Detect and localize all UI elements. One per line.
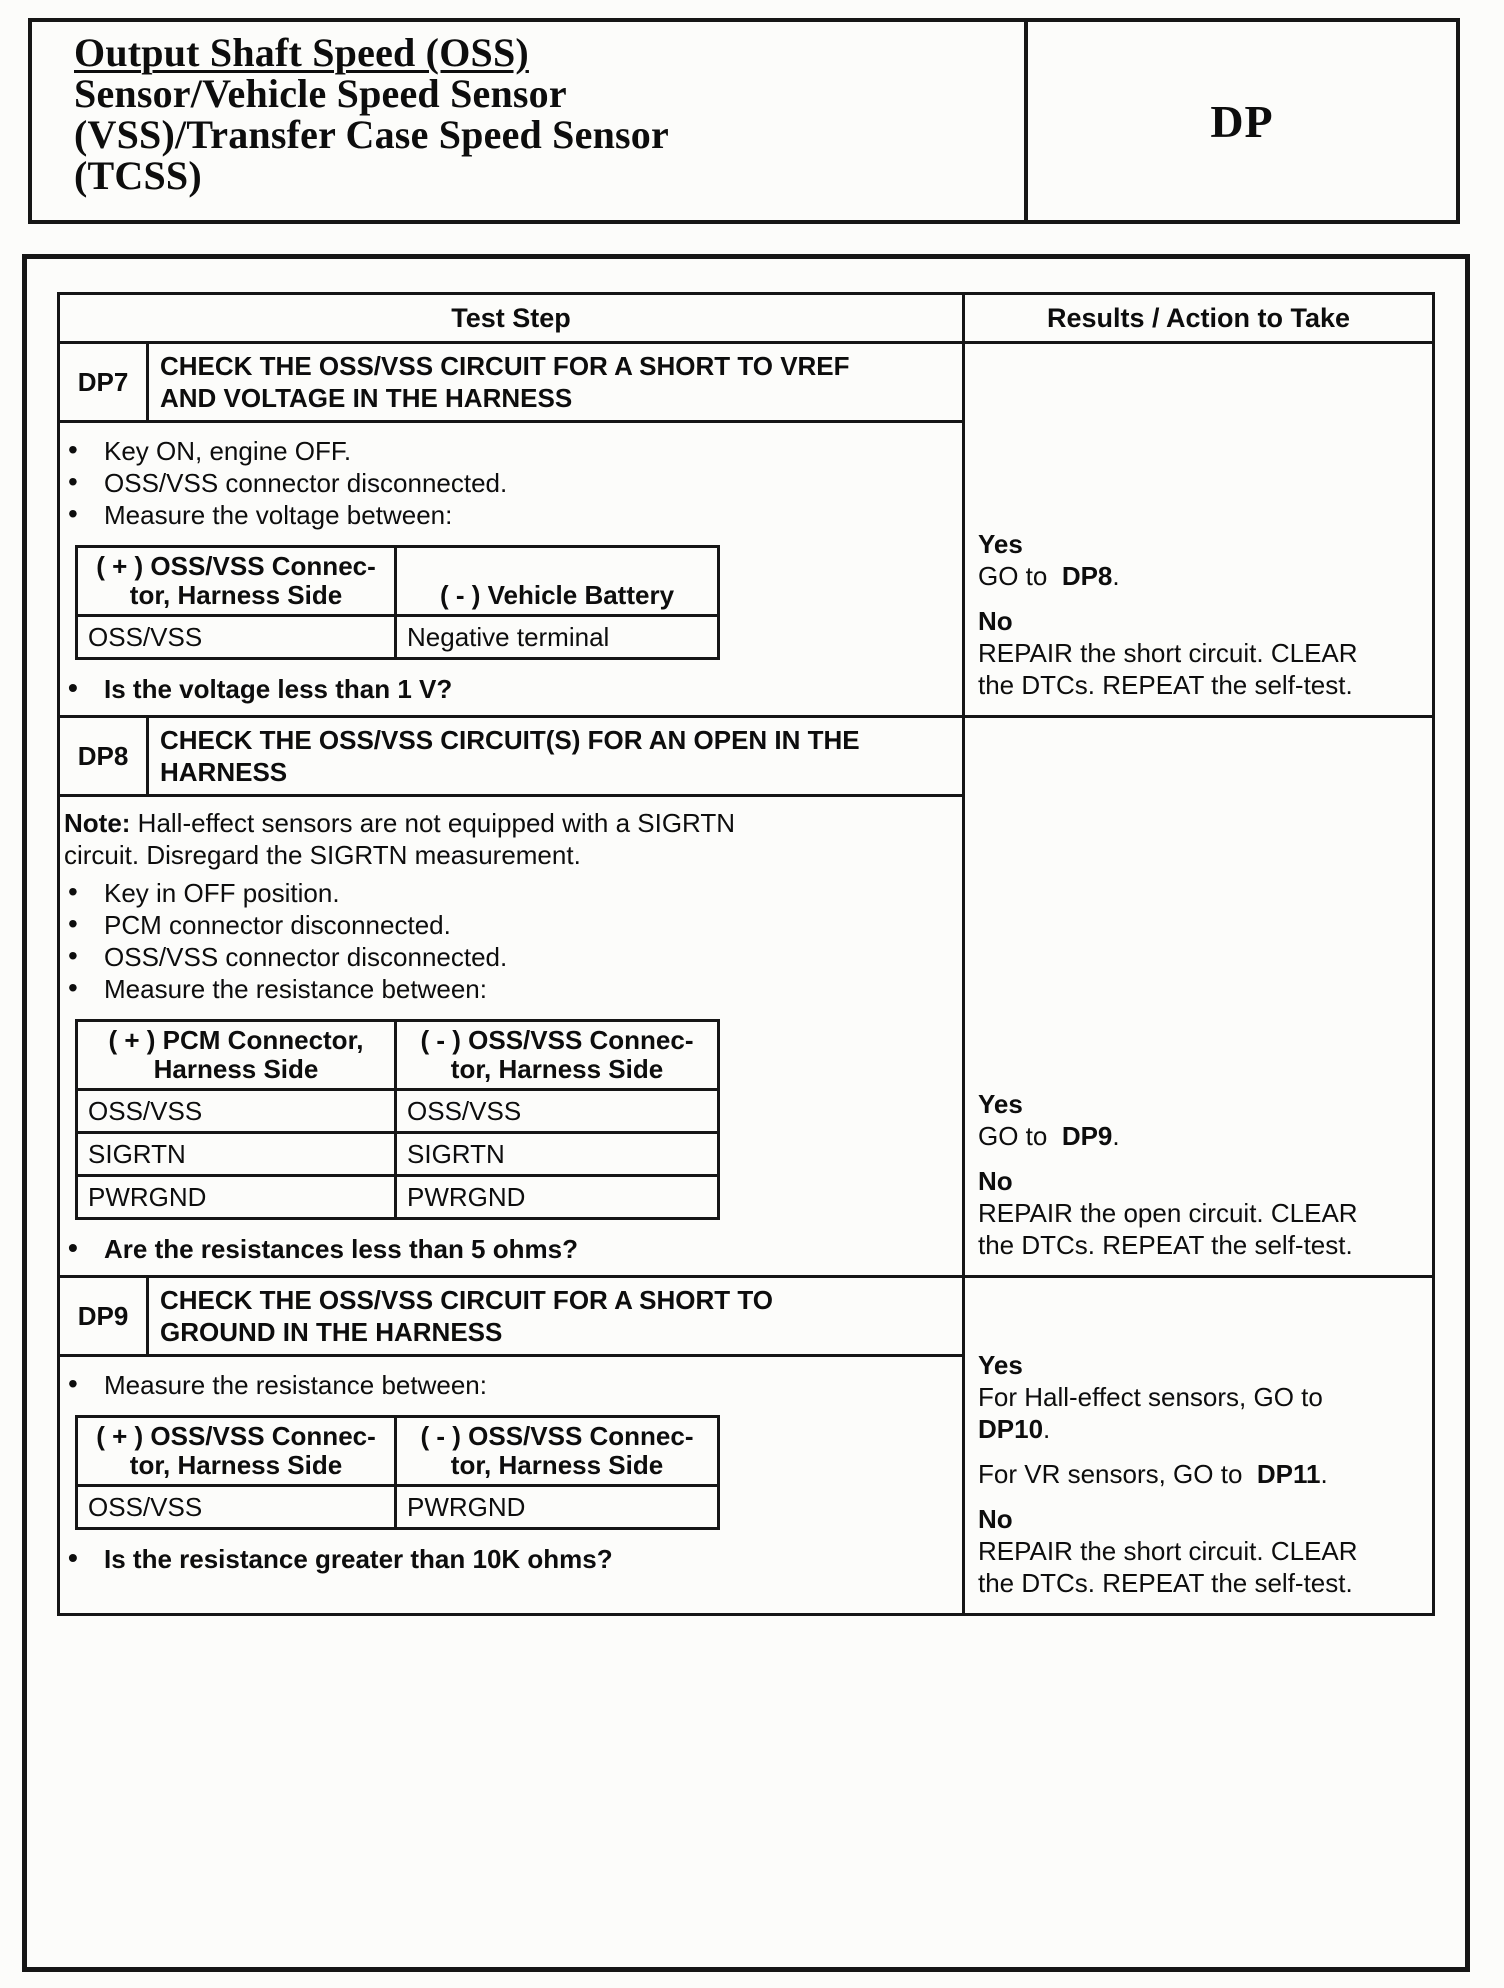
step-question: • Is the voltage less than 1 V? bbox=[62, 673, 950, 705]
result-yes-label: Yes bbox=[978, 1350, 1023, 1380]
measurement-cell: PWRGND bbox=[396, 1176, 719, 1219]
measurement-header-negative bbox=[396, 1021, 719, 1090]
step-reference: DP9 bbox=[1061, 1121, 1113, 1151]
step-title-row bbox=[59, 1277, 1434, 1356]
step-bullet: • Measure the resistance between: bbox=[62, 1369, 950, 1401]
measurement-cell: OSS/VSS bbox=[77, 616, 396, 659]
measurement-header-line: ( + ) PCM Connector, bbox=[108, 1025, 364, 1055]
step-bullet: • PCM connector disconnected. bbox=[62, 909, 950, 941]
table-header-row bbox=[59, 294, 1434, 343]
measurement-header-line: ( + ) OSS/VSS Connec- bbox=[96, 1421, 376, 1451]
step-title-row bbox=[59, 717, 1434, 796]
results-column-header: Results / Action to Take bbox=[964, 294, 1434, 343]
measurement-header-line: tor, Harness Side bbox=[450, 1054, 664, 1084]
action-text-line: the DTCs. REPEAT the self-test. bbox=[978, 1230, 1353, 1260]
step-bullet: • Measure the voltage between: bbox=[62, 499, 950, 531]
step-id: DP8 bbox=[59, 717, 148, 796]
measurement-header-line: tor, Harness Side bbox=[450, 1450, 664, 1480]
action-text: GO to bbox=[978, 561, 1062, 591]
measurement-cell: OSS/VSS bbox=[396, 1090, 719, 1133]
action-text: For VR sensors, GO to bbox=[978, 1459, 1257, 1489]
step-reference: DP10 bbox=[978, 1414, 1044, 1444]
page-title-line: Output Shaft Speed (OSS) bbox=[74, 30, 529, 75]
measurement-header-positive bbox=[77, 1021, 396, 1090]
step-bullet-list bbox=[62, 435, 950, 531]
measurement-row bbox=[77, 1090, 719, 1133]
measurement-header-line: ( - ) OSS/VSS Connec- bbox=[420, 1025, 694, 1055]
note-line: circuit. Disregard the SIGRTN measurement. bbox=[64, 840, 581, 870]
action-text-line: REPAIR the short circuit. CLEAR bbox=[978, 1536, 1358, 1566]
step-section-dp9 bbox=[59, 1277, 1434, 1615]
action-text: . bbox=[1320, 1459, 1328, 1489]
measurement-header-positive bbox=[77, 1417, 396, 1486]
measurement-cell: PWRGND bbox=[396, 1486, 719, 1529]
page-title bbox=[32, 22, 1028, 220]
test-step-column-header: Test Step bbox=[59, 294, 964, 343]
step-bullet: • Key ON, engine OFF. bbox=[62, 435, 950, 467]
step-bullet-list bbox=[62, 877, 950, 1005]
step-title-row bbox=[59, 343, 1434, 422]
result-no-action bbox=[978, 1535, 1420, 1599]
action-text-line: REPAIR the short circuit. CLEAR bbox=[978, 638, 1358, 668]
result-no-label: No bbox=[978, 1504, 1013, 1534]
step-reference: DP8 bbox=[1061, 561, 1113, 591]
result-yes-label: Yes bbox=[978, 1089, 1023, 1119]
step-bullet: • OSS/VSS connector disconnected. bbox=[62, 941, 950, 973]
step-title-line: HARNESS bbox=[160, 757, 288, 787]
action-text-line: the DTCs. REPEAT the self-test. bbox=[978, 670, 1353, 700]
step-bullet: • Measure the resistance between: bbox=[62, 973, 950, 1005]
measurement-table bbox=[75, 1019, 720, 1220]
action-text: . bbox=[1112, 561, 1120, 591]
measurement-header-positive bbox=[77, 547, 396, 616]
measurement-header-line: ( - ) Vehicle Battery bbox=[439, 580, 675, 610]
measurement-row bbox=[77, 616, 719, 659]
note-text: Hall-effect sensors are not equipped with a SIGRTN bbox=[130, 808, 736, 838]
step-title-line: GROUND IN THE HARNESS bbox=[160, 1317, 503, 1347]
step-title-line: CHECK THE OSS/VSS CIRCUIT(S) FOR AN OPEN IN THE bbox=[160, 725, 860, 755]
result-no-action bbox=[978, 1197, 1420, 1261]
step-bullet: • Key in OFF position. bbox=[62, 877, 950, 909]
measurement-header-row bbox=[77, 1021, 719, 1090]
result-yes-label: Yes bbox=[978, 529, 1023, 559]
pinpoint-test-code: DP bbox=[1210, 95, 1274, 147]
measurement-cell: PWRGND bbox=[77, 1176, 396, 1219]
measurement-row bbox=[77, 1176, 719, 1219]
step-section-dp8 bbox=[59, 717, 1434, 1277]
action-text: For Hall-effect sensors, GO to bbox=[978, 1382, 1323, 1412]
step-section-dp7 bbox=[59, 343, 1434, 717]
measurement-header-row bbox=[77, 547, 719, 616]
action-text: . bbox=[1112, 1121, 1120, 1151]
measurement-table bbox=[75, 1415, 720, 1530]
step-results bbox=[964, 343, 1434, 717]
result-yes-action bbox=[978, 1381, 1420, 1445]
page-title-line: (VSS)/Transfer Case Speed Sensor bbox=[74, 112, 669, 157]
step-bullet: • OSS/VSS connector disconnected. bbox=[62, 467, 950, 499]
step-body bbox=[59, 1356, 964, 1615]
step-title-line: CHECK THE OSS/VSS CIRCUIT FOR A SHORT TO bbox=[160, 1285, 773, 1315]
step-question: • Is the resistance greater than 10K ohms? bbox=[62, 1543, 950, 1575]
action-text: GO to bbox=[978, 1121, 1062, 1151]
step-reference: DP11 bbox=[1256, 1459, 1321, 1489]
step-title-line: AND VOLTAGE IN THE HARNESS bbox=[160, 383, 573, 413]
measurement-cell: OSS/VSS bbox=[77, 1486, 396, 1529]
section-header-box bbox=[28, 18, 1460, 224]
action-text-line: REPAIR the open circuit. CLEAR bbox=[978, 1198, 1358, 1228]
step-results bbox=[964, 1277, 1434, 1615]
result-no-action bbox=[978, 637, 1420, 701]
step-title bbox=[148, 1277, 964, 1356]
step-title-line: CHECK THE OSS/VSS CIRCUIT FOR A SHORT TO VREF bbox=[160, 351, 850, 381]
note-line bbox=[64, 807, 950, 839]
pinpoint-test-box bbox=[22, 254, 1470, 1972]
step-bullet-list bbox=[62, 1369, 950, 1401]
measurement-header-line: tor, Harness Side bbox=[129, 1450, 343, 1480]
step-question: • Are the resistances less than 5 ohms? bbox=[62, 1233, 950, 1265]
result-no-label: No bbox=[978, 1166, 1013, 1196]
result-yes-action bbox=[978, 1120, 1420, 1152]
measurement-header-negative bbox=[396, 1417, 719, 1486]
step-results bbox=[964, 717, 1434, 1277]
measurement-cell: Negative terminal bbox=[396, 616, 719, 659]
step-id: DP7 bbox=[59, 343, 148, 422]
measurement-header-row bbox=[77, 1417, 719, 1486]
step-body bbox=[59, 796, 964, 1277]
note-label: Note: bbox=[64, 808, 131, 838]
measurement-cell: SIGRTN bbox=[77, 1133, 396, 1176]
result-yes-action bbox=[978, 560, 1420, 592]
action-text-line: the DTCs. REPEAT the self-test. bbox=[978, 1568, 1353, 1598]
measurement-table bbox=[75, 545, 720, 660]
page-title-line: (TCSS) bbox=[74, 153, 202, 198]
measurement-row bbox=[77, 1486, 719, 1529]
measurement-header-line: ( - ) OSS/VSS Connec- bbox=[420, 1421, 694, 1451]
measurement-header-line: Harness Side bbox=[153, 1054, 319, 1084]
step-note bbox=[62, 807, 950, 871]
result-yes-action bbox=[978, 1458, 1420, 1490]
result-no-label: No bbox=[978, 606, 1013, 636]
measurement-header-negative bbox=[396, 547, 719, 616]
page-title-line: Sensor/Vehicle Speed Sensor bbox=[74, 71, 567, 116]
measurement-header-line: ( + ) OSS/VSS Connec- bbox=[96, 551, 376, 581]
step-id: DP9 bbox=[59, 1277, 148, 1356]
step-question-list bbox=[62, 673, 950, 705]
measurement-cell: OSS/VSS bbox=[77, 1090, 396, 1133]
measurement-cell: SIGRTN bbox=[396, 1133, 719, 1176]
action-text: . bbox=[1043, 1414, 1051, 1444]
step-question-list bbox=[62, 1543, 950, 1575]
step-question-list bbox=[62, 1233, 950, 1265]
step-body bbox=[59, 422, 964, 717]
measurement-header-line: tor, Harness Side bbox=[129, 580, 343, 610]
step-title bbox=[148, 343, 964, 422]
step-title bbox=[148, 717, 964, 796]
measurement-row bbox=[77, 1133, 719, 1176]
pinpoint-test-table bbox=[57, 292, 1435, 1616]
